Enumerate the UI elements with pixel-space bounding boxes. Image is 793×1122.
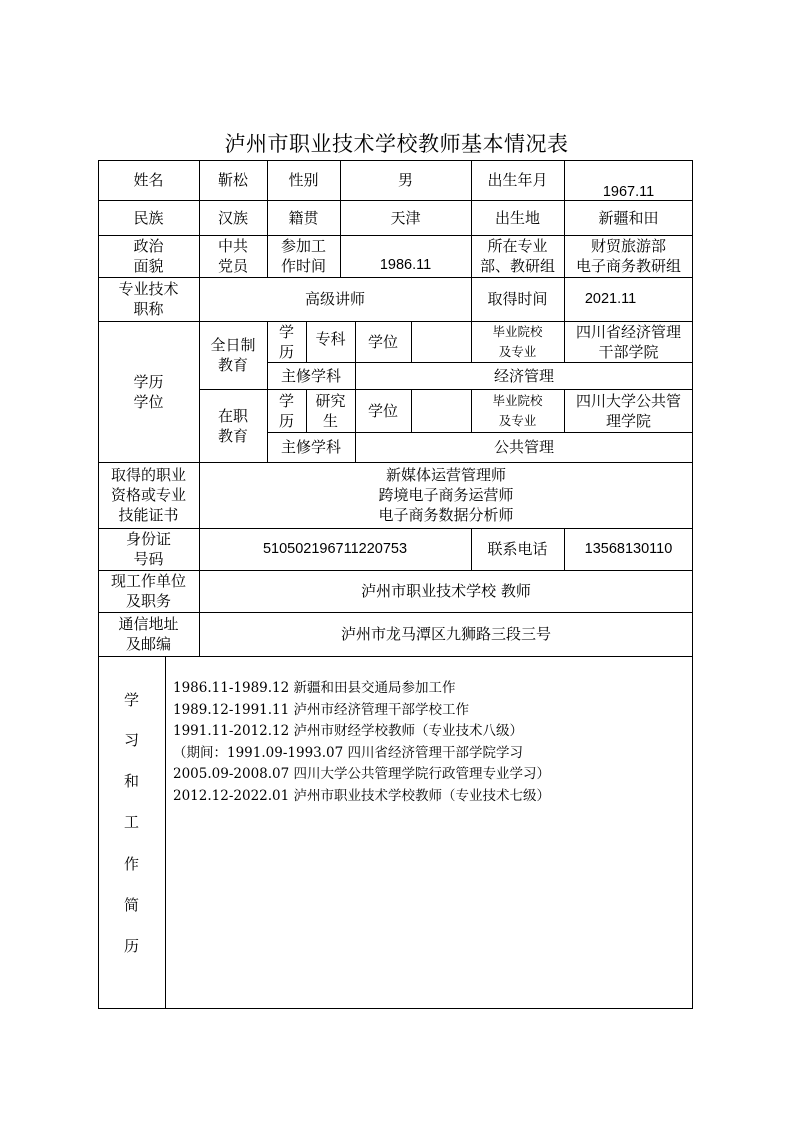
gender-value: 男 bbox=[397, 171, 413, 189]
history-label-char: 学 bbox=[123, 691, 139, 709]
inservice-major-label: 主修学科 bbox=[280, 438, 341, 456]
certs-value: 新媒体运营管理师 跨境电子商务运营师 电子商务数据分析师 bbox=[378, 466, 514, 524]
gender-label: 性别 bbox=[288, 171, 319, 189]
history-label-char: 习 bbox=[123, 731, 139, 749]
birthplace-value: 新疆和田 bbox=[598, 208, 659, 227]
birthplace-label: 出生地 bbox=[494, 208, 540, 227]
history-line: 1989.12-1991.11 泸州市经济管理干部学校工作 bbox=[173, 701, 470, 718]
department-label: 所在专业 部、教研组 bbox=[479, 237, 555, 275]
fulltime-school-value: 四川省经济管理 干部学院 bbox=[575, 322, 681, 361]
phone-value: 13568130110 bbox=[584, 541, 673, 557]
fulltime-xuewei-label: 学位 bbox=[367, 332, 398, 351]
inservice-xuewei-label: 学位 bbox=[367, 401, 398, 420]
fulltime-school-label: 毕业院校 及专业 bbox=[492, 323, 543, 359]
inservice-major-value: 公共管理 bbox=[493, 438, 554, 456]
obtain-time-label: 取得时间 bbox=[487, 290, 548, 308]
teacher-info-table bbox=[98, 160, 693, 1009]
inservice-school-value: 四川大学公共管 理学院 bbox=[575, 391, 681, 430]
history-line: 2005.09-2008.07 四川大学公共管理学院行政管理专业学习） bbox=[173, 766, 551, 782]
fulltime-major-label: 主修学科 bbox=[280, 366, 341, 385]
history-line: （期间：1991.09-1993.07 四川省经济管理干部学院学习 bbox=[173, 744, 524, 761]
history-line: 1991.11-2012.12 泸州市财经学校教师（专业技术八级） bbox=[173, 723, 524, 739]
prof-title-value: 高级讲师 bbox=[304, 290, 365, 308]
name-label: 姓名 bbox=[133, 171, 164, 189]
birth-label: 出生年月 bbox=[487, 171, 548, 189]
education-label: 学历 学位 bbox=[133, 372, 164, 411]
politics-value: 中共 党员 bbox=[217, 237, 248, 275]
history-label-char: 和 bbox=[123, 772, 139, 790]
native-place-value: 天津 bbox=[390, 208, 421, 227]
page-title: 泸州市职业技术学校教师基本情况表 bbox=[224, 132, 569, 156]
history-label bbox=[98, 660, 165, 1009]
id-label: 身份证 号码 bbox=[125, 530, 171, 568]
history-entries bbox=[173, 678, 688, 807]
work-start-label: 参加工 作时间 bbox=[280, 237, 326, 275]
history-line: 1986.11-1989.12 新疆和田县交通局参加工作 bbox=[173, 680, 456, 696]
name-value: 靳松 bbox=[217, 171, 248, 189]
inservice-degree-label: 学 历 bbox=[278, 391, 294, 430]
inservice-degree-value: 研究 生 bbox=[315, 391, 346, 430]
fulltime-degree-label: 学 历 bbox=[278, 322, 294, 361]
native-place-label: 籍贯 bbox=[288, 208, 319, 227]
fulltime-degree-value: 专科 bbox=[315, 330, 346, 348]
birth-value: 1967.11 bbox=[602, 184, 655, 200]
history-label-char: 作 bbox=[123, 855, 139, 873]
inservice-xuewei-value bbox=[411, 389, 471, 432]
id-number: 510502196711220753 bbox=[262, 541, 408, 557]
certs-label: 取得的职业 资格或专业 技能证书 bbox=[110, 466, 186, 524]
work-start-value: 1986.11 bbox=[379, 256, 432, 273]
address-value: 泸州市龙马潭区九狮路三段三号 bbox=[340, 625, 551, 643]
address-label: 通信地址 及邮编 bbox=[118, 615, 179, 653]
fulltime-xuewei-value bbox=[411, 321, 471, 362]
fulltime-edu-label: 全日制 教育 bbox=[210, 336, 256, 374]
ethnicity-value: 汉族 bbox=[217, 208, 248, 227]
inservice-edu-label: 在职 教育 bbox=[217, 406, 248, 445]
history-label-char: 工 bbox=[123, 813, 139, 831]
prof-title-label: 专业技术 职称 bbox=[118, 280, 179, 318]
inservice-school-label: 毕业院校 及专业 bbox=[492, 392, 543, 428]
history-label-char: 简 bbox=[123, 896, 139, 914]
history-line: 2012.12-2022.01 泸州市职业技术学校教师（专业技术七级） bbox=[173, 787, 551, 804]
obtain-time-value: 2021.11 bbox=[584, 291, 637, 307]
department-value: 财贸旅游部 电子商务教研组 bbox=[575, 237, 681, 275]
employer-value: 泸州市职业技术学校 教师 bbox=[361, 582, 531, 600]
history-label-char: 历 bbox=[123, 937, 139, 955]
ethnicity-label: 民族 bbox=[133, 208, 164, 227]
politics-label: 政治 面貌 bbox=[133, 237, 164, 275]
fulltime-major-value: 经济管理 bbox=[493, 366, 554, 385]
employer-label: 现工作单位 及职务 bbox=[110, 572, 186, 610]
phone-label: 联系电话 bbox=[487, 540, 548, 558]
